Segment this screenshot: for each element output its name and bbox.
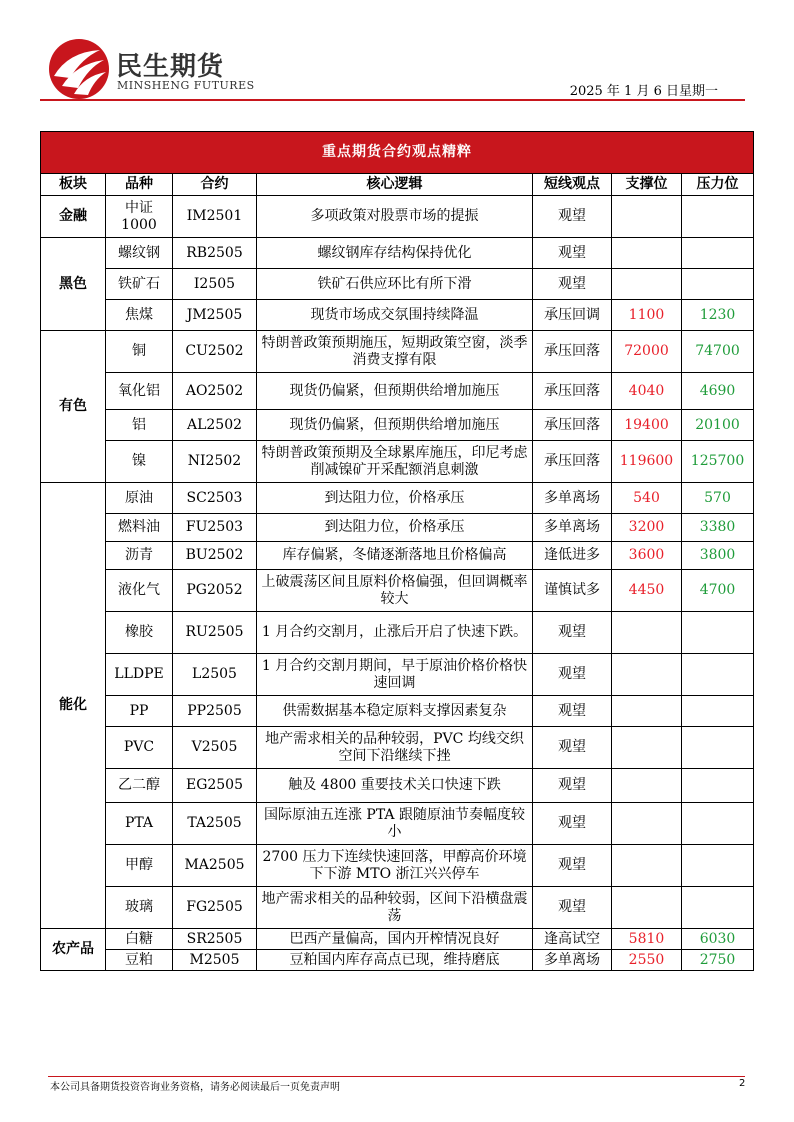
resistance-cell bbox=[682, 696, 754, 727]
support-cell: 3600 bbox=[612, 542, 682, 570]
footer-divider bbox=[48, 1076, 745, 1077]
table-row bbox=[41, 803, 754, 845]
resistance-cell: 570 bbox=[682, 483, 754, 514]
product-cell: 白糖 bbox=[106, 929, 173, 950]
futures-views-table bbox=[40, 131, 754, 971]
contract-cell: L2505 bbox=[173, 654, 257, 696]
support-cell bbox=[612, 612, 682, 654]
product-cell: 铝 bbox=[106, 410, 173, 441]
support-cell bbox=[612, 803, 682, 845]
resistance-cell bbox=[682, 803, 754, 845]
report-date: 2025 年 1 月 6 日星期一 bbox=[569, 84, 718, 99]
product-cell: 橡胶 bbox=[106, 612, 173, 654]
table-row bbox=[41, 542, 754, 570]
support-cell bbox=[612, 238, 682, 269]
contract-cell: TA2505 bbox=[173, 803, 257, 845]
contract-cell: JM2505 bbox=[173, 300, 257, 331]
logic-cell: 现货仍偏紧，但预期供给增加施压 bbox=[257, 373, 533, 410]
resistance-cell bbox=[682, 238, 754, 269]
logic-cell: 现货仍偏紧，但预期供给增加施压 bbox=[257, 410, 533, 441]
view-cell: 观望 bbox=[533, 654, 612, 696]
logic-cell: 地产需求相关的品种较弱，PVC 均线交织空间下沿继续下挫 bbox=[257, 727, 533, 769]
col-header-resistance: 压力位 bbox=[682, 174, 754, 196]
view-cell: 观望 bbox=[533, 845, 612, 887]
support-cell: 2550 bbox=[612, 950, 682, 971]
logic-cell: 特朗普政策预期施压，短期政策空窗，淡季消费支撑有限 bbox=[257, 331, 533, 373]
contract-cell: SR2505 bbox=[173, 929, 257, 950]
resistance-cell bbox=[682, 887, 754, 929]
support-cell bbox=[612, 769, 682, 803]
logic-cell: 到达阻力位，价格承压 bbox=[257, 514, 533, 542]
sector-cell-agri: 农产品 bbox=[41, 929, 106, 971]
resistance-cell: 2750 bbox=[682, 950, 754, 971]
contract-cell: SC2503 bbox=[173, 483, 257, 514]
resistance-cell bbox=[682, 654, 754, 696]
sector-cell-energy: 能化 bbox=[41, 483, 106, 929]
support-cell bbox=[612, 269, 682, 300]
table-row bbox=[41, 845, 754, 887]
resistance-cell bbox=[682, 845, 754, 887]
view-cell: 观望 bbox=[533, 696, 612, 727]
col-header-contract: 合约 bbox=[173, 174, 257, 196]
logic-cell: 地产需求相关的品种较弱，区间下沿横盘震荡 bbox=[257, 887, 533, 929]
sector-cell-finance: 金融 bbox=[41, 196, 106, 238]
product-cell: PVC bbox=[106, 727, 173, 769]
contract-cell: BU2502 bbox=[173, 542, 257, 570]
support-cell: 5810 bbox=[612, 929, 682, 950]
view-cell: 观望 bbox=[533, 612, 612, 654]
product-cell: 铜 bbox=[106, 331, 173, 373]
table-title-row bbox=[41, 132, 754, 174]
contract-cell: V2505 bbox=[173, 727, 257, 769]
logic-cell: 国际原油五连涨 PTA 跟随原油节奏幅度较小 bbox=[257, 803, 533, 845]
logic-cell: 螺纹钢库存结构保持优化 bbox=[257, 238, 533, 269]
header-divider bbox=[40, 99, 745, 101]
product-cell: LLDPE bbox=[106, 654, 173, 696]
col-header-product: 品种 bbox=[106, 174, 173, 196]
support-cell: 540 bbox=[612, 483, 682, 514]
support-cell: 19400 bbox=[612, 410, 682, 441]
minsheng-logo-icon bbox=[48, 38, 110, 100]
view-cell: 逢高试空 bbox=[533, 929, 612, 950]
resistance-cell bbox=[682, 196, 754, 238]
logic-cell: 触及 4800 重要技术关口快速下跌 bbox=[257, 769, 533, 803]
table-row bbox=[41, 331, 754, 373]
contract-cell: CU2502 bbox=[173, 331, 257, 373]
table-row bbox=[41, 929, 754, 950]
resistance-cell: 20100 bbox=[682, 410, 754, 441]
brand-name-en: MINSHENG FUTURES bbox=[117, 79, 255, 92]
contract-cell: EG2505 bbox=[173, 769, 257, 803]
support-cell bbox=[612, 845, 682, 887]
view-cell: 观望 bbox=[533, 196, 612, 238]
support-cell: 1100 bbox=[612, 300, 682, 331]
contract-cell: NI2502 bbox=[173, 441, 257, 483]
support-cell: 4450 bbox=[612, 570, 682, 612]
support-cell bbox=[612, 654, 682, 696]
resistance-cell: 3800 bbox=[682, 542, 754, 570]
logic-cell: 供需数据基本稳定原料支撑因素复杂 bbox=[257, 696, 533, 727]
support-cell bbox=[612, 696, 682, 727]
product-cell: 镍 bbox=[106, 441, 173, 483]
contract-cell: PP2505 bbox=[173, 696, 257, 727]
product-cell: 原油 bbox=[106, 483, 173, 514]
table-header-row bbox=[41, 174, 754, 196]
view-cell: 多单离场 bbox=[533, 950, 612, 971]
support-cell: 119600 bbox=[612, 441, 682, 483]
sector-cell-nonferrous: 有色 bbox=[41, 331, 106, 483]
logic-cell: 到达阻力位，价格承压 bbox=[257, 483, 533, 514]
table-row bbox=[41, 514, 754, 542]
view-cell: 多单离场 bbox=[533, 514, 612, 542]
view-cell: 观望 bbox=[533, 887, 612, 929]
product-cell: 氧化铝 bbox=[106, 373, 173, 410]
contract-cell: AO2502 bbox=[173, 373, 257, 410]
contract-cell: RB2505 bbox=[173, 238, 257, 269]
contract-cell: I2505 bbox=[173, 269, 257, 300]
product-cell: 焦煤 bbox=[106, 300, 173, 331]
table-row bbox=[41, 269, 754, 300]
col-header-logic: 核心逻辑 bbox=[257, 174, 533, 196]
view-cell: 观望 bbox=[533, 269, 612, 300]
table-row bbox=[41, 887, 754, 929]
support-cell: 4040 bbox=[612, 373, 682, 410]
resistance-cell: 1230 bbox=[682, 300, 754, 331]
contract-cell: FU2503 bbox=[173, 514, 257, 542]
contract-cell: AL2502 bbox=[173, 410, 257, 441]
logic-cell: 上破震荡区间且原料价格偏强，但回调概率较大 bbox=[257, 570, 533, 612]
logic-cell: 1 月合约交割月，止涨后开启了快速下跌。 bbox=[257, 612, 533, 654]
footer-disclaimer: 本公司具备期货投资咨询业务资格，请务必阅读最后一页免责声明 bbox=[50, 1082, 340, 1093]
product-cell: 豆粕 bbox=[106, 950, 173, 971]
logic-cell: 豆粕国内库存高点已现，维持磨底 bbox=[257, 950, 533, 971]
contract-cell: PG2052 bbox=[173, 570, 257, 612]
support-cell bbox=[612, 887, 682, 929]
table-title: 重点期货合约观点精粹 bbox=[41, 132, 754, 174]
table-row bbox=[41, 612, 754, 654]
product-cell: 沥青 bbox=[106, 542, 173, 570]
product-cell: PTA bbox=[106, 803, 173, 845]
table-row bbox=[41, 696, 754, 727]
support-cell bbox=[612, 727, 682, 769]
view-cell: 观望 bbox=[533, 803, 612, 845]
view-cell: 承压回落 bbox=[533, 410, 612, 441]
col-header-view: 短线观点 bbox=[533, 174, 612, 196]
product-cell: 铁矿石 bbox=[106, 269, 173, 300]
resistance-cell: 6030 bbox=[682, 929, 754, 950]
resistance-cell bbox=[682, 769, 754, 803]
view-cell: 承压回调 bbox=[533, 300, 612, 331]
table-row bbox=[41, 300, 754, 331]
table-row bbox=[41, 410, 754, 441]
col-header-sector: 板块 bbox=[41, 174, 106, 196]
col-header-support: 支撑位 bbox=[612, 174, 682, 196]
contract-cell: M2505 bbox=[173, 950, 257, 971]
view-cell: 多单离场 bbox=[533, 483, 612, 514]
view-cell: 谨慎试多 bbox=[533, 570, 612, 612]
product-cell: PP bbox=[106, 696, 173, 727]
resistance-cell: 74700 bbox=[682, 331, 754, 373]
product-cell: 玻璃 bbox=[106, 887, 173, 929]
page-number: 2 bbox=[739, 1078, 746, 1089]
table-row bbox=[41, 373, 754, 410]
resistance-cell bbox=[682, 612, 754, 654]
product-cell: 乙二醇 bbox=[106, 769, 173, 803]
table-row bbox=[41, 441, 754, 483]
table-row bbox=[41, 769, 754, 803]
logic-cell: 巴西产量偏高，国内开榨情况良好 bbox=[257, 929, 533, 950]
support-cell: 72000 bbox=[612, 331, 682, 373]
view-cell: 逢低进多 bbox=[533, 542, 612, 570]
product-cell: 液化气 bbox=[106, 570, 173, 612]
table-row bbox=[41, 570, 754, 612]
logic-cell: 现货市场成交氛围持续降温 bbox=[257, 300, 533, 331]
view-cell: 观望 bbox=[533, 769, 612, 803]
sector-cell-ferrous: 黑色 bbox=[41, 238, 106, 331]
resistance-cell: 125700 bbox=[682, 441, 754, 483]
logic-cell: 多项政策对股票市场的提振 bbox=[257, 196, 533, 238]
contract-cell: MA2505 bbox=[173, 845, 257, 887]
resistance-cell: 4700 bbox=[682, 570, 754, 612]
resistance-cell bbox=[682, 727, 754, 769]
logic-cell: 特朗普政策预期及全球累库施压，印尼考虑削减镍矿开采配额消息刺激 bbox=[257, 441, 533, 483]
logic-cell: 1 月合约交割月期间，早于原油价格价格快速回调 bbox=[257, 654, 533, 696]
table-row bbox=[41, 238, 754, 269]
product-cell: 燃料油 bbox=[106, 514, 173, 542]
view-cell: 承压回落 bbox=[533, 441, 612, 483]
contract-cell: FG2505 bbox=[173, 887, 257, 929]
view-cell: 观望 bbox=[533, 238, 612, 269]
logic-cell: 库存偏紧，冬储逐渐落地且价格偏高 bbox=[257, 542, 533, 570]
view-cell: 观望 bbox=[533, 727, 612, 769]
product-cell: 中证 1000 bbox=[106, 196, 173, 238]
resistance-cell bbox=[682, 269, 754, 300]
table-row bbox=[41, 654, 754, 696]
logic-cell: 2700 压力下连续快速回落，甲醇高价环境下下游 MTO 浙江兴兴停车 bbox=[257, 845, 533, 887]
brand-name-cn: 民生期货 bbox=[116, 52, 225, 82]
logic-cell: 铁矿石供应环比有所下滑 bbox=[257, 269, 533, 300]
view-cell: 承压回落 bbox=[533, 331, 612, 373]
table-row bbox=[41, 727, 754, 769]
product-cell: 螺纹钢 bbox=[106, 238, 173, 269]
resistance-cell: 4690 bbox=[682, 373, 754, 410]
contract-cell: IM2501 bbox=[173, 196, 257, 238]
support-cell bbox=[612, 196, 682, 238]
resistance-cell: 3380 bbox=[682, 514, 754, 542]
view-cell: 承压回落 bbox=[533, 373, 612, 410]
page-header bbox=[0, 0, 794, 100]
contract-cell: RU2505 bbox=[173, 612, 257, 654]
table-row bbox=[41, 196, 754, 238]
table-row bbox=[41, 950, 754, 971]
support-cell: 3200 bbox=[612, 514, 682, 542]
table-row bbox=[41, 483, 754, 514]
product-cell: 甲醇 bbox=[106, 845, 173, 887]
